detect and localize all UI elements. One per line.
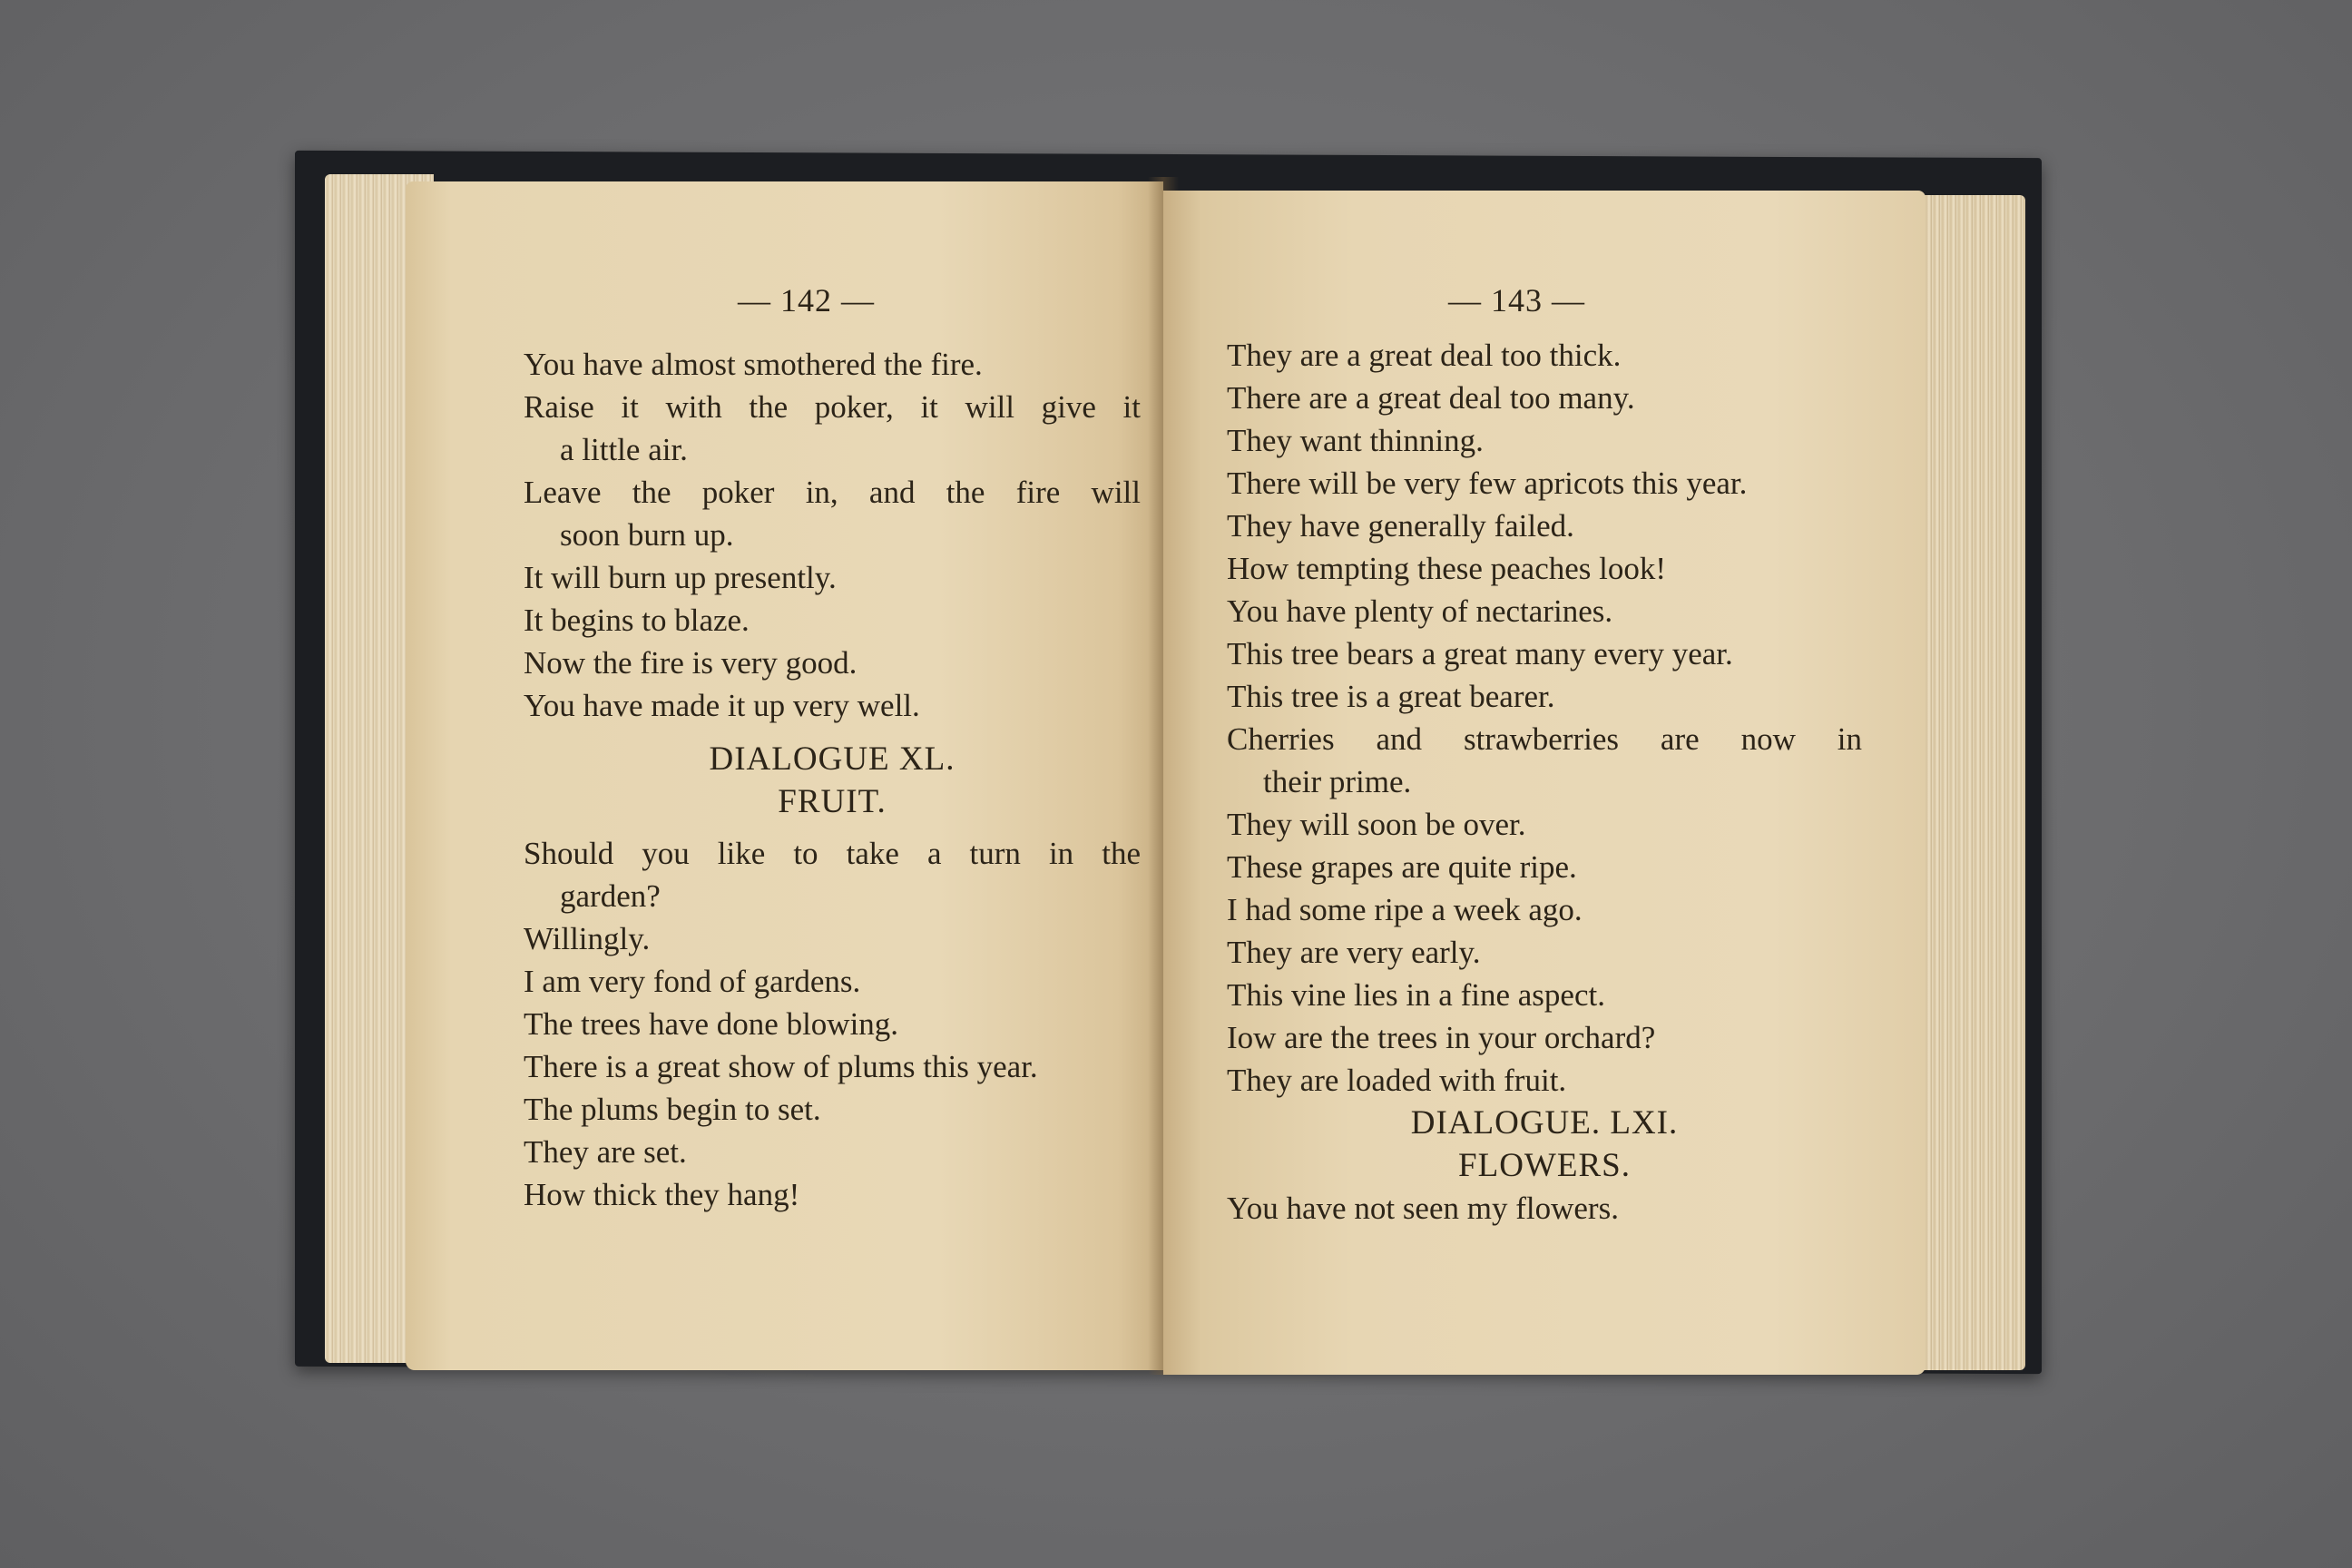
text-line: There will be very few apricots this year. xyxy=(1227,466,1748,501)
text-line: You have not seen my flowers. xyxy=(1227,1191,1619,1226)
left-lines-after xyxy=(524,832,1141,1216)
right-page xyxy=(1163,191,1926,1375)
text-line: They are loaded with fruit. xyxy=(1227,1063,1567,1098)
text-line: They are set. xyxy=(524,1134,687,1170)
text-line: You have plenty of nectarines. xyxy=(1227,593,1613,629)
text-line: There are a great deal too many. xyxy=(1227,380,1635,416)
text-line: garden? xyxy=(560,878,661,914)
text-line: How tempting these peaches look! xyxy=(1227,551,1667,586)
page-number-left: — 142 — xyxy=(738,282,875,318)
text-line: This vine lies in a fine aspect. xyxy=(1227,977,1605,1013)
right-page-text xyxy=(1227,334,1862,1230)
text-line: I am very fond of gardens. xyxy=(524,964,861,999)
left-page-text xyxy=(524,343,1141,1216)
right-lines-after xyxy=(1227,1187,1862,1230)
text-line: There is a great show of plums this year. xyxy=(524,1049,1038,1084)
text-line: These grapes are quite ripe. xyxy=(1227,849,1577,885)
text-line: Leave the poker in, and the fire will xyxy=(524,475,1141,510)
text-line: their prime. xyxy=(1263,764,1412,799)
dialogue-heading-right: DIALOGUE. LXI. xyxy=(1410,1104,1679,1142)
text-line: They want thinning. xyxy=(1227,423,1484,458)
text-line: It will burn up presently. xyxy=(524,560,837,595)
text-line: Cherries and strawberries are now in xyxy=(1227,721,1862,757)
right-lines-before xyxy=(1227,334,1862,1102)
dialogue-subheading-right: FLOWERS. xyxy=(1458,1147,1631,1184)
text-line: Willingly. xyxy=(524,921,651,956)
page-number-right: — 143 — xyxy=(1448,282,1585,318)
left-page xyxy=(406,181,1163,1370)
text-line: soon burn up. xyxy=(560,517,734,553)
left-lines-before xyxy=(524,343,1141,727)
text-line: I had some ripe a week ago. xyxy=(1227,892,1583,927)
text-line: You have made it up very well. xyxy=(524,688,920,723)
dialogue-subheading-left: FRUIT. xyxy=(778,783,887,820)
text-line: They will soon be over. xyxy=(1227,807,1526,842)
text-line: The plums begin to set. xyxy=(524,1092,821,1127)
text-line: Raise it with the poker, it will give it xyxy=(524,389,1141,425)
text-line: They are very early. xyxy=(1227,935,1481,970)
text-line: Now the fire is very good. xyxy=(524,645,858,681)
text-line: Should you like to take a turn in the xyxy=(524,836,1141,871)
text-line: How thick they hang! xyxy=(524,1177,800,1212)
page-edges-right xyxy=(1924,195,2025,1370)
text-line: They have generally failed. xyxy=(1227,508,1574,544)
text-line: They are a great deal too thick. xyxy=(1227,338,1622,373)
text-line: This tree is a great bearer. xyxy=(1227,679,1555,714)
text-line: You have almost smothered the fire. xyxy=(524,347,983,382)
text-line: The trees have done blowing. xyxy=(524,1006,899,1042)
dialogue-heading-left: DIALOGUE XL. xyxy=(709,740,956,778)
text-line: Iow are the trees in your orchard? xyxy=(1227,1020,1656,1055)
text-line: It begins to blaze. xyxy=(524,603,750,638)
text-line: This tree bears a great many every year. xyxy=(1227,636,1733,671)
text-line: a little air. xyxy=(560,432,688,467)
